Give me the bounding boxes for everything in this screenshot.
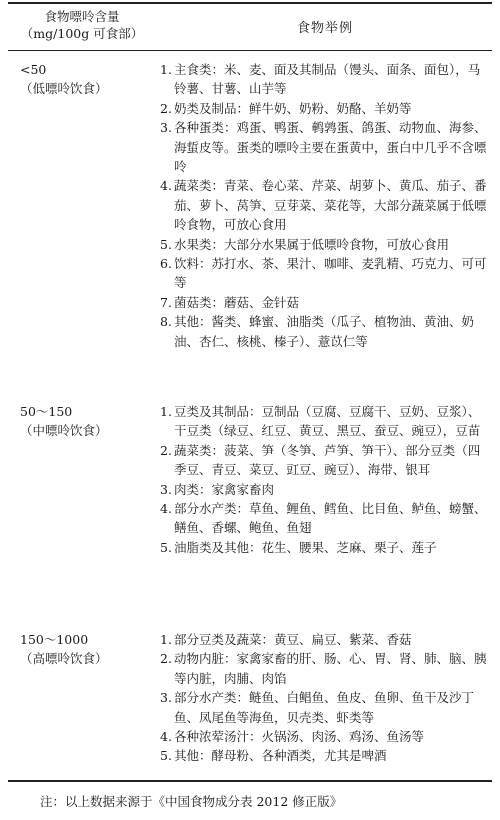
- list-item: [160, 688, 490, 727]
- item-text: 其他：酵母粉、各种酒类，尤其是啤酒: [174, 748, 387, 764]
- item-text: 饮料：苏打水、茶、果汁、咖啡、麦乳精、巧克力、可可等: [174, 256, 487, 291]
- diet-label: （低嘌呤饮食）: [20, 81, 108, 96]
- diet-label: （中嘌呤饮食）: [20, 423, 108, 438]
- item-text: 部分豆类及蔬菜：黄豆、扁豆、紫菜、香菇: [174, 632, 412, 647]
- item-text: 各种浓荤汤汁：火锅汤、肉汤、鸡汤、鱼汤等: [174, 729, 425, 745]
- item-number: 3.: [160, 120, 172, 136]
- table-top-rule: [8, 2, 492, 4]
- item-text: 其他：酱类、蜂蜜、油脂类（瓜子、植物油、黄油、奶油、杏仁、核桃、榛子）、薏苡仁等: [174, 314, 475, 349]
- list-item: [160, 235, 490, 254]
- list-item: [160, 293, 490, 312]
- food-list: [160, 60, 490, 351]
- item-number: 2.: [160, 651, 172, 667]
- header-purine-content-line1: 食物嘌呤含量: [44, 9, 120, 24]
- item-text: 主食类：米、麦、面及其制品（馒头、面条、面包），马铃薯、甘薯、山芋等: [174, 62, 481, 97]
- list-item: [160, 649, 490, 688]
- item-number: 7.: [160, 294, 172, 310]
- list-item: [160, 99, 490, 118]
- item-number: 4.: [160, 178, 172, 194]
- item-number: 1.: [160, 632, 172, 647]
- food-list: [160, 402, 490, 557]
- list-item: [160, 60, 490, 99]
- list-item: [160, 402, 490, 441]
- item-text: 肉类：家禽家畜肉: [174, 481, 275, 497]
- list-item: [160, 480, 490, 499]
- purine-range: <50: [20, 62, 47, 77]
- header-food-examples: 食物举例: [296, 21, 353, 36]
- item-text: 蔬菜类：菠菜、笋（冬笋、芦笋、笋干）、部分豆类（四季豆、青豆、菜豆、豇豆、豌豆）、海带、银耳: [174, 442, 481, 478]
- item-number: 1.: [160, 404, 172, 419]
- item-number: 2.: [160, 442, 172, 458]
- purine-level: [20, 630, 160, 668]
- header-rule: [8, 50, 492, 51]
- item-number: 1.: [160, 62, 172, 77]
- item-number: 8.: [160, 314, 172, 330]
- item-text: 部分水产类：草鱼、鲤鱼、鳕鱼、比目鱼、鲈鱼、螃蟹、鳝鱼、香螺、鲍鱼、鱼翅: [174, 501, 487, 536]
- item-number: 4.: [160, 501, 172, 517]
- item-number: 5.: [160, 539, 172, 555]
- item-text: 部分水产类：鲢鱼、白鲳鱼、鱼皮、鱼卵、鱼干及沙丁鱼、凤尾鱼等海鱼，贝壳类、虾类等: [174, 690, 475, 725]
- item-text: 奶类及制品：鲜牛奶、奶粉、奶酪、羊奶等: [174, 100, 412, 116]
- item-number: 2.: [160, 100, 172, 116]
- list-item: [160, 312, 490, 351]
- purine-range: 50～150: [20, 404, 73, 419]
- item-number: 5.: [160, 236, 172, 252]
- list-item: [160, 441, 490, 480]
- item-number: 3.: [160, 481, 172, 497]
- item-number: 5.: [160, 748, 172, 764]
- item-number: 6.: [160, 256, 172, 272]
- list-item: [160, 746, 490, 765]
- purine-range: 150～1000: [20, 632, 89, 647]
- item-text: 各种蛋类：鸡蛋、鸭蛋、鹌鹑蛋、鸽蛋、动物血、海参、海蜇皮等。蛋类的嘌呤主要在蛋黄中，蛋白中几乎不含嘌呤: [174, 120, 487, 175]
- source-note: 注：以上数据来源于《中国食物成分表 2012 修正版》: [40, 794, 343, 809]
- diet-label: （高嘌呤饮食）: [20, 651, 108, 666]
- list-item: [160, 630, 490, 649]
- food-list: [160, 630, 490, 766]
- header-purine-content: [12, 8, 152, 42]
- list-item: [160, 499, 490, 538]
- list-item: [160, 176, 490, 234]
- item-text: 菌菇类：蘑菇、金针菇: [174, 294, 300, 310]
- header-purine-content-line2: （mg/100g 可食部）: [20, 26, 144, 41]
- item-text: 油脂类及其他：花生、腰果、芝麻、栗子、莲子: [174, 539, 437, 555]
- item-text: 动物内脏：家禽家畜的肝、肠、心、胃、肾、肺、脑、胰等内脏，肉脯、肉馅: [174, 651, 487, 686]
- purine-level: [20, 60, 160, 98]
- list-item: [160, 118, 490, 176]
- purine-level: [20, 402, 160, 440]
- list-item: [160, 727, 490, 746]
- list-item: [160, 254, 490, 293]
- item-text: 豆类及其制品：豆制品（豆腐、豆腐干、豆奶、豆浆）、干豆类（绿豆、红豆、黄豆、黑豆、蚕豆、豌豆），豆苗: [174, 404, 481, 439]
- item-number: 4.: [160, 729, 172, 745]
- list-item: [160, 538, 490, 557]
- item-text: 水果类：大部分水果属于低嘌呤食物，可放心食用: [174, 236, 450, 252]
- item-text: 蔬菜类：青菜、卷心菜、芹菜、胡萝卜、黄瓜、茄子、番茄、萝卜、莴笋、豆芽菜、菜花等，大部分蔬菜属于低嘌呤食物，可放心食用: [174, 178, 487, 233]
- table-bottom-rule: [8, 780, 492, 782]
- item-number: 3.: [160, 690, 172, 706]
